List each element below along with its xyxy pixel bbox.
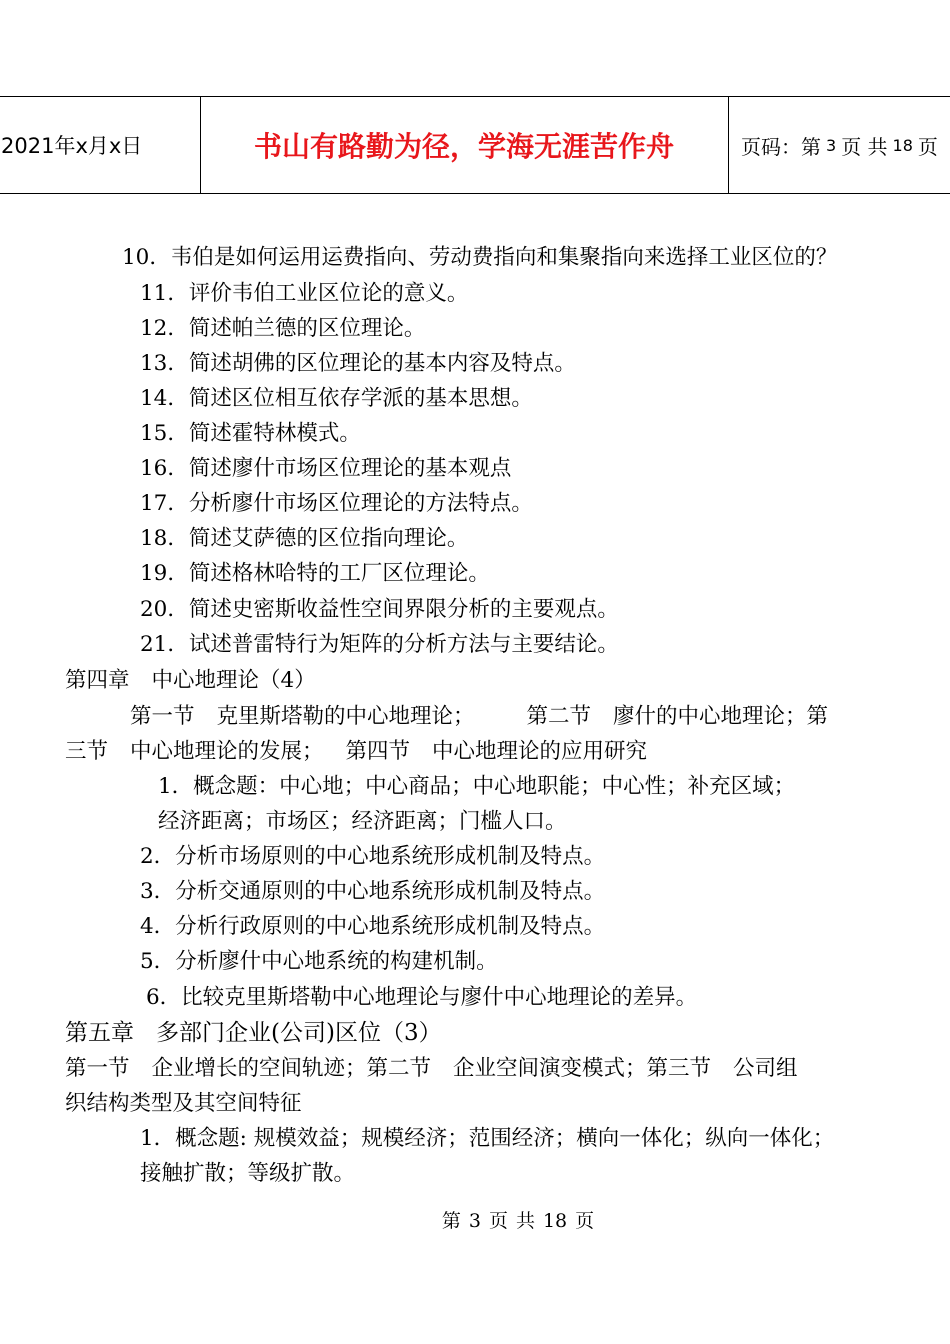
question-item: 6．比较克里斯塔勒中心地理论与廖什中心地理论的差异。 [146, 985, 698, 1010]
header-motto: 书山有路勤为径，学海无涯苦作舟 [253, 130, 674, 163]
question-item-continued: 接触扩散；等级扩散。 [140, 1161, 356, 1186]
header-page-number [741, 97, 938, 193]
question-item: 11．评价韦伯工业区位论的意义。 [140, 281, 469, 306]
header-page-mid: 页 共 [841, 134, 888, 159]
header-page-end: 页 [917, 134, 938, 159]
section-list-continued: 织结构类型及其空间特征 [65, 1091, 302, 1116]
question-item: 1．概念题：中心地；中心商品；中心地职能；中心性；补充区域； [158, 774, 796, 799]
header-divider [728, 97, 729, 193]
question-item: 14．简述区位相互依存学派的基本思想。 [140, 386, 533, 411]
question-item: 20．简述史密斯收益性空间界限分析的主要观点。 [140, 597, 619, 622]
question-item: 1．概念题: 规模效益；规模经济；范围经济；横向一体化；纵向一体化； [140, 1126, 835, 1151]
question-item: 12．简述帕兰德的区位理论。 [140, 316, 426, 341]
question-item: 21．试述普雷特行为矩阵的分析方法与主要结论。 [140, 632, 619, 657]
header-page-current: 3 [826, 135, 837, 155]
header-page-total: 18 [892, 135, 913, 155]
section-label: 第二节 [526, 704, 592, 729]
question-item: 18．简述艾萨德的区位指向理论。 [140, 526, 469, 551]
section-label: 第一节 [65, 1056, 130, 1081]
header-date: 2021年x月x日 [1, 134, 143, 158]
question-item: 4．分析行政原则的中心地系统形成机制及特点。 [140, 914, 606, 939]
section-title: 廖什的中心地理论；第 [613, 704, 829, 729]
section-title: 克里斯塔勒的中心地理论； [216, 704, 475, 729]
question-item: 2．分析市场原则的中心地系统形成机制及特点。 [140, 844, 606, 869]
section-list [130, 703, 828, 731]
section-title: 中心地理论的应用研究 [432, 739, 648, 764]
question-item-continued: 经济距离；市场区；经济距离；门槛人口。 [158, 809, 567, 834]
chapter-title: 多部门企业(公司)区位（3） [156, 1020, 442, 1046]
page-header [0, 96, 950, 194]
page-footer [0, 1206, 950, 1233]
section-label: 第四节 [345, 739, 411, 764]
chapter-number: 第四章 [65, 668, 130, 693]
question-item: 10．韦伯是如何运用运费指向、劳动费指向和集聚指向来选择工业区位的？ [122, 245, 838, 270]
question-item: 19．简述格林哈特的工厂区位理论。 [140, 561, 490, 586]
footer-label: 页 [575, 1210, 595, 1232]
section-label: 三节 [65, 739, 109, 764]
header-page-label: 页码：第 [741, 134, 821, 159]
section-label: 第一节 [130, 704, 195, 729]
footer-page-total: 18 [542, 1210, 568, 1232]
question-item: 13．简述胡佛的区位理论的基本内容及特点。 [140, 351, 576, 376]
chapter-heading [65, 667, 316, 695]
question-item: 16．简述廖什市场区位理论的基本观点 [140, 456, 512, 481]
section-list [65, 1055, 798, 1083]
chapter-heading [65, 1019, 442, 1047]
question-item: 15．简述霍特林模式。 [140, 421, 361, 446]
section-title: 企业空间演变模式；第三节 [453, 1056, 712, 1081]
chapter-number: 第五章 [65, 1020, 134, 1046]
footer-label: 页 [488, 1210, 508, 1232]
footer-label: 共 [515, 1210, 535, 1232]
question-item: 17．分析廖什市场区位理论的方法特点。 [140, 491, 533, 516]
section-list [65, 738, 647, 766]
question-item: 3．分析交通原则的中心地系统形成机制及特点。 [140, 879, 606, 904]
footer-label: 第 [441, 1210, 461, 1232]
question-item: 5．分析廖什中心地系统的构建机制。 [140, 949, 498, 974]
section-title: 企业增长的空间轨迹；第二节 [151, 1056, 432, 1081]
section-title: 中心地理论的发展； [130, 739, 324, 764]
footer-page-current: 3 [468, 1210, 481, 1232]
section-title: 公司组 [733, 1056, 798, 1081]
chapter-title: 中心地理论（4） [151, 668, 316, 693]
